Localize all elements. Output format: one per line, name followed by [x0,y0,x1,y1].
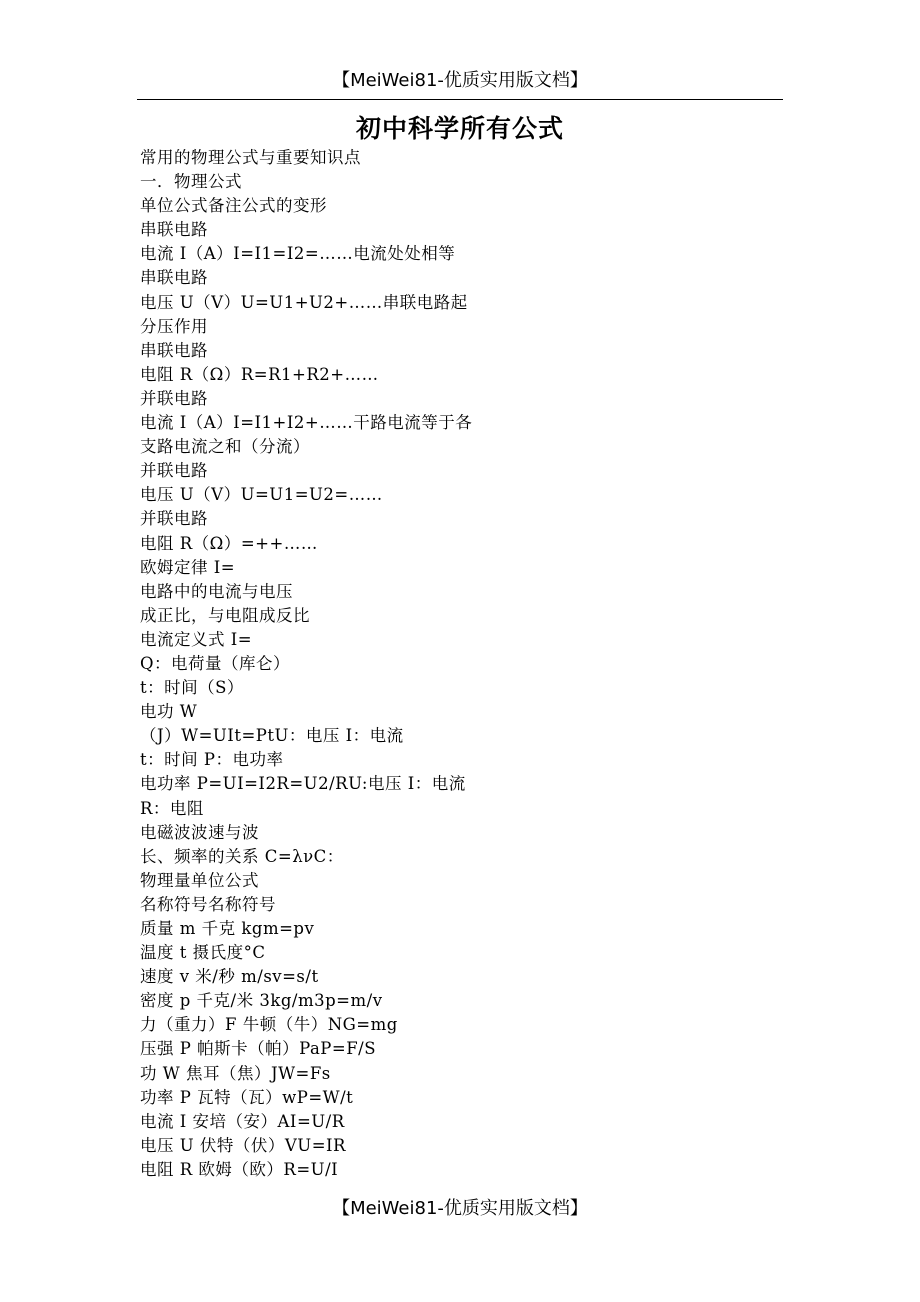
text-line: 力（重力）F 牛顿（牛）NG=mg [140,1015,398,1035]
text-line: t：时间（S） [140,678,244,698]
document-title: 初中科学所有公式 [355,114,564,143]
text-line: 并联电路 [140,388,208,408]
text-line: 单位公式备注公式的变形 [140,196,327,216]
document-body [140,146,780,1182]
text-line: 电路中的电流与电压 [140,581,293,601]
text-line: 串联电路 [140,340,208,360]
text-line: 质量 m 千克 kgm=pv [140,919,315,938]
text-line: 常用的物理公式与重要知识点 [140,148,361,167]
text-line: 电阻 R（Ω）=++…… [140,533,318,553]
text-line: 电功 W [140,702,198,722]
text-line: 串联电路 [140,220,208,240]
text-line: 电阻 R（Ω）R=R1+R2+…… [140,364,379,384]
text-line: Q：电荷量（库仑） [140,653,291,673]
text-line: 电流定义式 I= [140,629,253,649]
text-line: 电流 I 安培（安）AI=U/R [140,1111,345,1131]
text-line: 压强 P 帕斯卡（帕）PaP=F/S [140,1039,377,1059]
text-line: 并联电路 [140,509,208,529]
text-line: 电流 I（A）I=I1+I2+……干路电流等于各 [140,413,473,433]
text-line: 电功率 P=UI=I2R=U2/RU:电压 I：电流 [140,774,466,794]
text-line: 温度 t 摄氏度°C [140,943,266,963]
text-line: 支路电流之和（分流） [140,437,310,457]
header-divider [137,99,783,100]
text-line: 串联电路 [140,268,208,288]
page-header: 【MeiWei81-优质实用版文档】 [332,70,588,91]
text-line: 功率 P 瓦特（瓦）wP=W/t [140,1087,354,1107]
text-line: 名称符号名称符号 [140,894,276,914]
text-line: 电压 U（V）U=U1+U2+……串联电路起 [140,292,468,312]
text-line: 并联电路 [140,461,208,481]
text-line: 密度 p 千克/米 3kg/m3p=m/v [140,991,383,1011]
text-line: 欧姆定律 I= [140,557,236,577]
text-line: 电压 U（V）U=U1=U2=…… [140,485,383,505]
text-line: 电阻 R 欧姆（欧）R=U/I [140,1159,339,1179]
text-line: 物理量单位公式 [140,870,259,890]
text-line: t：时间 P：电功率 [140,750,284,770]
text-line: 一．物理公式 [140,172,242,192]
text-line: 速度 v 米/秒 m/sv=s/t [140,967,319,987]
text-line: 电压 U 伏特（伏）VU=IR [140,1135,346,1155]
text-line: 分压作用 [140,316,208,336]
page-footer: 【MeiWei81-优质实用版文档】 [332,1198,588,1219]
text-line: 功 W 焦耳（焦）JW=Fs [140,1063,331,1083]
text-line: 电磁波波速与波 [140,822,259,842]
text-line: （J）W=UIt=PtU：电压 I：电流 [140,726,404,746]
text-line: 电流 I（A）I=I1=I2=……电流处处相等 [140,244,456,264]
text-line: 成正比，与电阻成反比 [140,605,310,625]
text-line: R：电阻 [140,798,204,818]
text-line: 长、频率的关系 C=λνC： [140,846,344,866]
